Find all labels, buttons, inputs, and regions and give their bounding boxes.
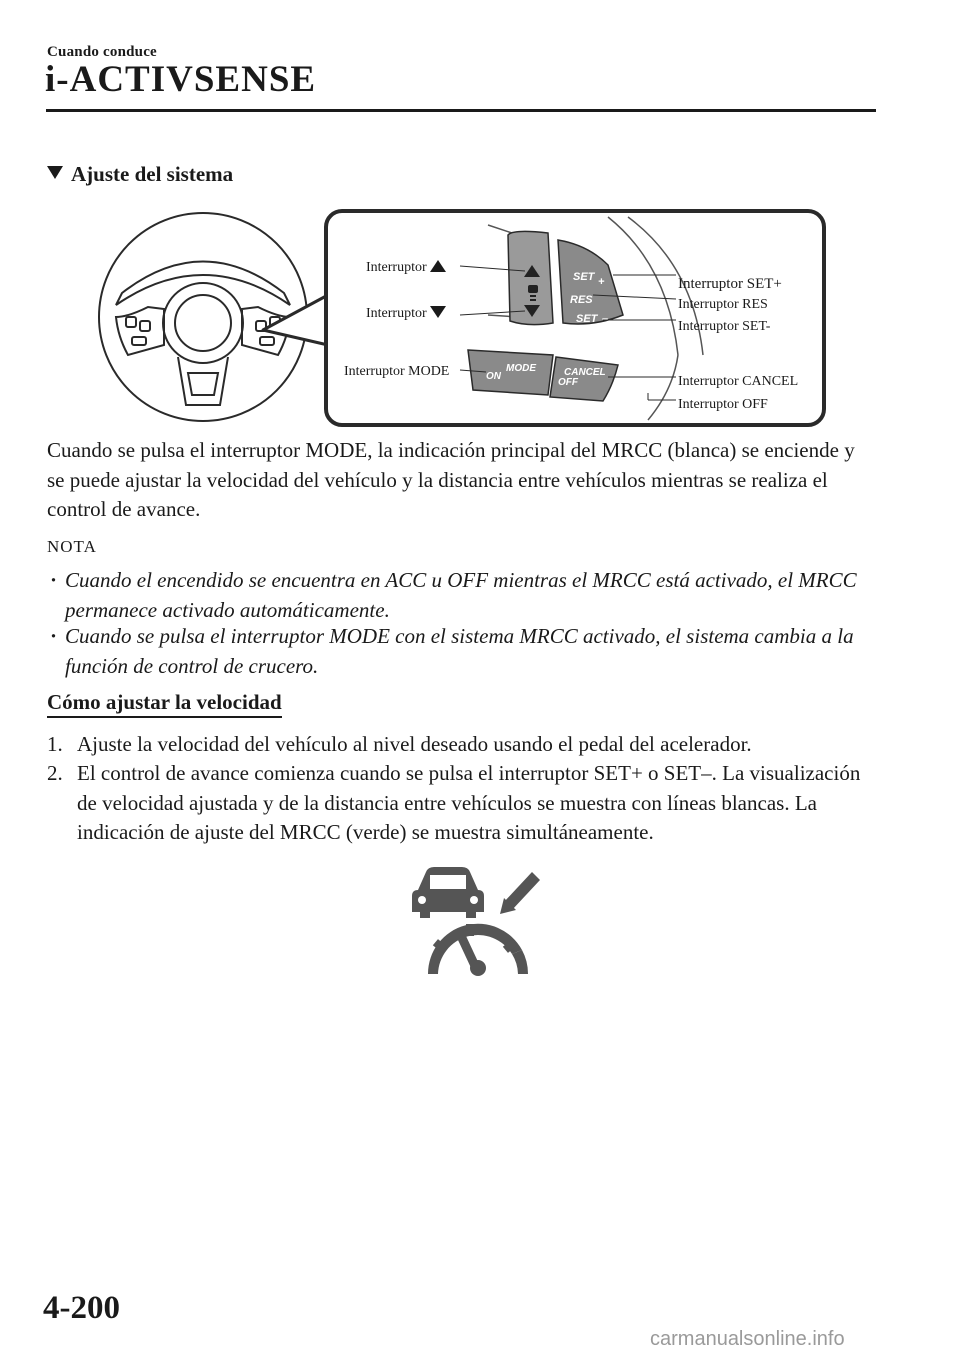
off-label: OFF [558,377,578,388]
mrcc-set-indicator-icon [400,862,550,980]
step-number: 2. [47,761,63,785]
steering-wheel-icon [99,213,307,421]
section-heading [47,162,233,187]
step-item [47,759,877,848]
label-mode: Interruptor MODE [344,364,450,379]
page-number: 4-200 [43,1290,120,1326]
note-item [50,622,870,681]
plus-glyph: + [598,276,605,288]
note-item-text: Cuando el encendido se encuentra en ACC u OFF mientras el MRCC está activado, el MRCC permanece activado automáticamente. [65,568,857,622]
label-cancel: Interruptor CANCEL [678,374,799,389]
subheading: Cómo ajustar la velocidad [47,690,282,718]
section-heading-text: Ajuste del sistema [71,162,234,186]
title-rule [46,109,876,112]
label-set-plus: Interruptor SET+ [678,276,782,292]
section-label: Cuando conduce [47,44,157,60]
note-item [50,566,870,625]
minus-glyph: – [602,313,609,325]
set-plus-button: SET [573,271,595,283]
mode-button: MODE [506,363,536,374]
step-number: 1. [47,732,63,756]
step-item [47,730,877,760]
set-minus-button: SET [576,313,598,325]
note-item-text: Cuando se pulsa el interruptor MODE con el sistema MRCC activado, el sistema cambia a la función de control de crucero. [65,624,854,678]
steering-wheel-figure [88,205,828,430]
note-label: NOTA [47,537,97,556]
cancel-button: CANCEL [564,367,606,378]
intro-paragraph: Cuando se pulsa el interruptor MODE, la indicación principal del MRCC (blanca) se enciende y se puede ajustar la velocidad del vehículo y la distancia entre vehículos mientras se realiza el control de avance. [47,438,855,521]
watermark: carmanualsonline.info [650,1328,845,1350]
step-text: Ajuste la velocidad del vehículo al nivel deseado usando el pedal del acelerador. [77,732,752,756]
label-set-minus: Interruptor SET- [678,319,771,334]
label-switch-up: Interruptor [366,260,427,275]
bullet-icon: · [50,624,58,648]
res-button: RES [570,294,593,306]
on-label: ON [486,371,501,382]
label-off: Interruptor OFF [678,397,768,412]
label-res: Interruptor RES [678,297,768,312]
bullet-icon: · [50,568,58,592]
step-text: El control de avance comienza cuando se pulsa el interruptor SET+ o SET–. La visualización de velocidad ajustada y de la distancia entre vehículos se muestra con líneas blancas. La indicación de ajuste del MRCC (verde) se muestra simultáneamente. [77,761,861,844]
triangle-bullet-icon [47,166,63,179]
label-switch-down: Interruptor [366,306,427,321]
section-title: i-ACTIVSENSE [45,59,317,100]
